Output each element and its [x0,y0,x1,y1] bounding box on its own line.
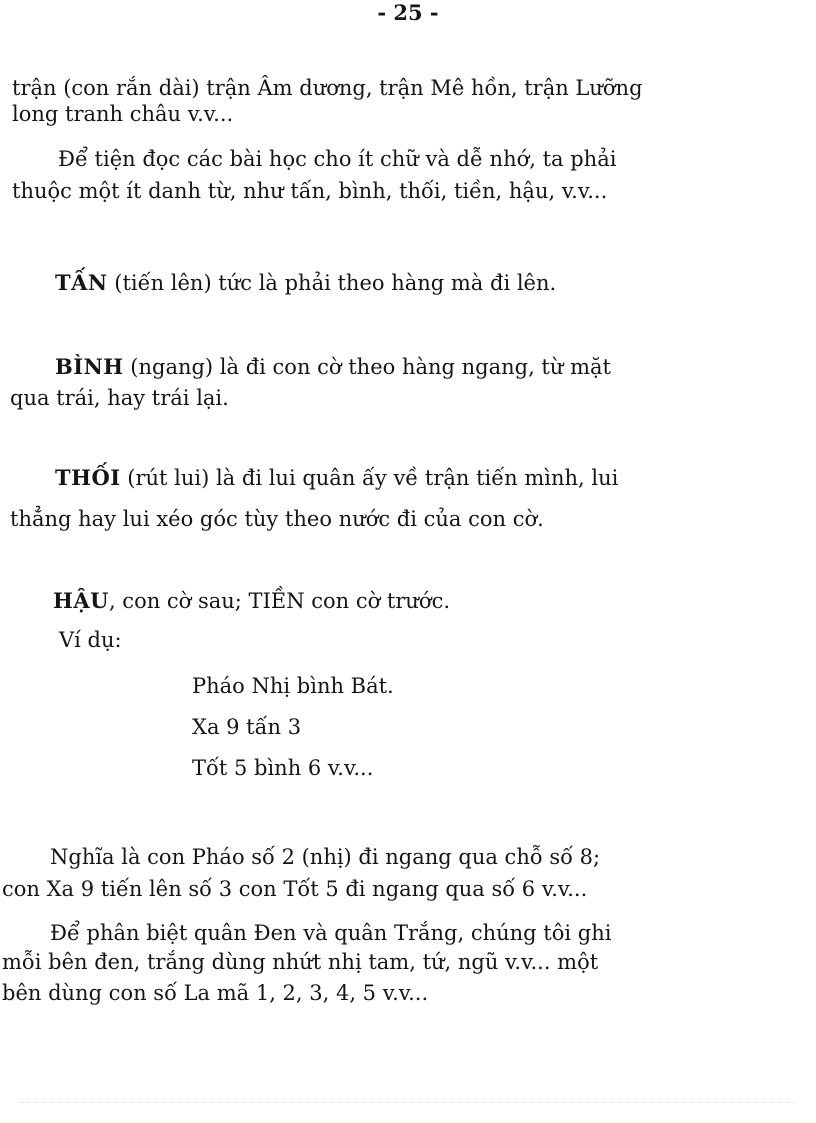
paragraph-3-line-1: Nghĩa là con Pháo số 2 (nhị) đi ngang qua chỗ số 8; [50,845,601,869]
term-binh: BÌNH [55,354,124,379]
definition-binh-line-2: qua trái, hay trái lại. [10,386,229,410]
definition-binh-text: (ngang) là đi con cờ theo hàng ngang, từ mặt [123,355,611,379]
definition-hau-text: , con cờ sau; TIỀN con cờ trước. [108,589,451,613]
paragraph-1-line-2: long tranh châu v.v... [12,102,234,126]
example-move-3: Tốt 5 bình 6 v.v... [192,756,374,780]
paragraph-4-line-3: bên dùng con số La mã 1, 2, 3, 4, 5 v.v... [2,981,429,1005]
term-thoi: THỐI [55,465,121,490]
term-tan: TẤN [55,270,108,295]
paragraph-4-line-2: mỗi bên đen, trắng dùng nhứt nhị tam, tứ, ngũ v.v... một [2,950,599,974]
definition-tan-text: (tiến lên) tức là phải theo hàng mà đi lên. [107,271,557,295]
definition-thoi-text: (rút lui) là đi lui quân ấy về trận tiến mình, lui [120,466,619,490]
page-number: - 25 - [377,0,439,25]
example-move-2: Xa 9 tấn 3 [192,715,302,739]
definition-tan [55,270,556,296]
example-move-1: Pháo Nhị bình Bát. [192,674,394,698]
paragraph-3-line-2: con Xa 9 tiến lên số 3 con Tốt 5 đi ngang qua số 6 v.v... [2,877,588,901]
paragraph-1-line-1: trận (con rắn dài) trận Âm dương, trận Mê hồn, trận Lưỡng [12,76,643,100]
page-edge-dotted-line [20,1102,796,1103]
definition-binh [55,354,611,380]
definition-thoi [55,465,618,491]
example-label: Ví dụ: [59,628,122,652]
paragraph-4-line-1: Để phân biệt quân Đen và quân Trắng, chúng tôi ghi [50,921,612,945]
definition-hau [53,588,450,614]
term-hau: HẬU [53,588,109,613]
paragraph-2-line-2: thuộc một ít danh từ, như tấn, bình, thối, tiền, hậu, v.v... [12,179,608,203]
paragraph-2-line-1: Để tiện đọc các bài học cho ít chữ và dễ nhớ, ta phải [58,147,617,171]
definition-thoi-line-2: thẳng hay lui xéo góc tùy theo nước đi của con cờ. [10,507,544,531]
